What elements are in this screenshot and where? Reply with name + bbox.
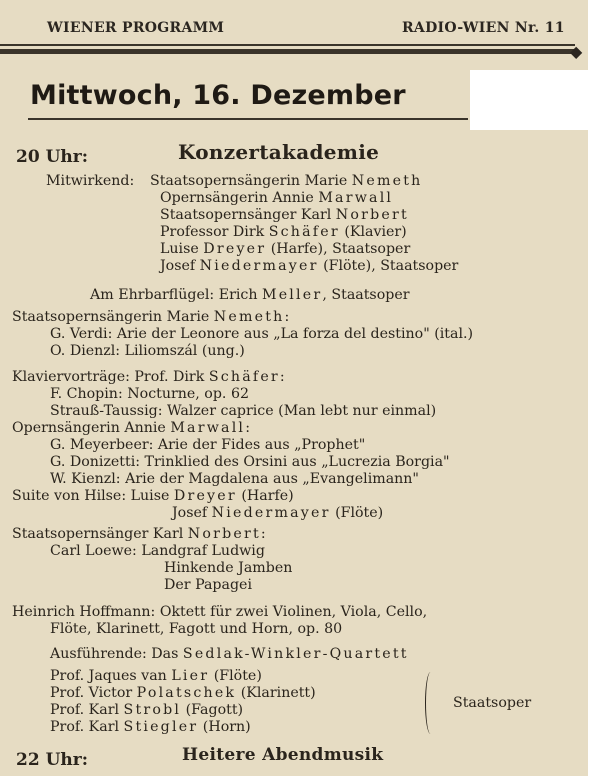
performer-name: Schäfer [268,224,340,240]
program-line [50,471,419,488]
line-pre: O. Dienzl: Liliomszál (ung.) [50,343,245,359]
program-line [172,505,383,522]
line-pre: Der Papagei [164,577,252,593]
line-pre: Prof. Victor [50,685,137,701]
line-post: (Klarinett) [236,685,316,701]
program-line [12,488,294,505]
performer-post: (Flöte), Staatsoper [318,258,459,274]
line-pre: G. Donizetti: Trinklied des Orsini aus „Lucrezia Borgia" [50,454,450,470]
performer-name: Nemeth [351,173,423,189]
brace-bracket [425,672,436,734]
performer-name: Dreyer [203,241,267,257]
performer-line [160,224,407,241]
program-line [12,420,250,437]
line-name: Niedermayer [211,505,331,521]
line-name: Strobl [123,702,182,718]
line-pre: Ausführende: Das [50,646,183,662]
line-post: (Harfe) [236,488,294,504]
performer-post: (Klavier) [339,224,407,240]
line-pre: Suite von Hilse: Luise [12,488,174,504]
staatsoper-label: Staatsoper [453,695,532,711]
line-pre: G. Meyerbeer: Arie der Fides aus „Prophet" [50,437,366,453]
performer-line [160,190,393,207]
program2-title: Heitere Abendmusik [182,745,384,765]
program-line [164,560,292,577]
performer-pre: Staatsopernsänger Karl [160,207,336,223]
line-pre: Prof. Jaques van [50,668,172,684]
program-line [50,454,450,471]
line-pre: Josef [172,505,212,521]
line-pre: Prof. Karl [50,702,124,718]
day-title: Mittwoch, 16. Dezember [30,80,406,111]
program-line [50,668,262,685]
diamond-ornament-icon: ◆ [570,42,583,61]
performer-name: Niedermayer [199,258,319,274]
performer-pre: Luise [160,241,204,257]
program2-time: 22 Uhr: [16,750,88,770]
program-line [50,719,251,736]
line-pre: Opernsängerin Annie [12,420,171,436]
line-post: : [284,309,290,325]
performer-pre: Staatsopernsängerin Marie [150,173,352,189]
program-line [12,309,289,326]
line-name: Norbert [187,526,261,542]
performer-pre: Opernsängerin Annie [160,190,319,206]
program-line [50,326,473,343]
program1-time: 20 Uhr: [16,147,88,167]
line-pre: Prof. Karl [50,719,124,735]
line-post: : [279,369,285,385]
line-name: Marwall [170,420,246,436]
line-pre: G. Verdi: Arie der Leonore aus „La forza del destino" (ital.) [50,326,474,342]
line-post: (Flöte) [330,505,384,521]
program-line [50,646,409,663]
program-line [50,343,245,360]
ehrbar-name: Meller [261,287,323,303]
ehrbar-line [90,287,410,304]
line-pre: Strauß-Taussig: Walzer caprice (Man lebt nur einmal) [50,403,437,419]
line-pre: W. Kienzl: Arie der Magdalena aus „Evangelimann" [50,471,419,487]
line-pre: F. Chopin: Nocturne, op. 62 [50,386,250,402]
header-rule-thin [0,44,575,46]
line-name: Nemeth [213,309,285,325]
performer-name: Norbert [335,207,409,223]
line-name: Stiegler [123,719,199,735]
line-name: Dreyer [173,488,237,504]
line-post: (Flöte) [209,668,262,684]
program-line [50,621,342,638]
line-pre: Staatsopernsänger Karl [12,526,188,542]
line-name: Schäfer [208,369,280,385]
program-line [50,685,316,702]
program-line [12,604,427,621]
line-name: Sedlak-Winkler-Quartett [182,646,409,662]
header-rule-thick [0,49,575,54]
performer-line [160,258,458,275]
performer-line [160,207,409,224]
header-left: WIENER PROGRAMM [47,20,225,36]
header-right: RADIO-WIEN Nr. 11 [402,20,565,36]
program-line [50,437,365,454]
line-name: Lier [171,668,210,684]
line-post: : [260,526,266,542]
performer-name: Marwall [318,190,394,206]
line-pre: Klaviervorträge: Prof. Dirk [12,369,209,385]
line-pre: Hinkende Jamben [164,560,293,576]
program-line [50,543,265,560]
corner-white [470,70,588,130]
mitwirkend-label: Mitwirkend: [46,173,135,189]
performer-line [150,173,423,190]
performer-pre: Professor Dirk [160,224,269,240]
performer-pre: Josef [160,258,200,274]
performer-line [160,241,410,258]
line-name: Polatschek [136,685,237,701]
line-pre: Staatsopernsängerin Marie [12,309,214,325]
line-pre: Heinrich Hoffmann: Oktett für zwei Violinen, Viola, Cello, [12,604,428,620]
program1-title: Konzertakademie [178,140,380,164]
program-line [50,403,436,420]
program-line [164,577,252,594]
program-line [12,526,266,543]
margin-white [588,0,600,776]
performer-post: (Harfe), Staatsoper [266,241,411,257]
day-title-underline [28,118,468,120]
line-pre: Carl Loewe: Landgraf Ludwig [50,543,265,559]
ehrbar-post: , Staatsoper [322,287,410,303]
line-pre: Flöte, Klarinett, Fagott und Horn, op. 80 [50,621,343,637]
program-line [50,702,243,719]
line-post: : [245,420,250,436]
program-line [50,386,249,403]
line-post: (Fagott) [181,702,244,718]
line-post: (Horn) [198,719,251,735]
ehrbar-pre: Am Ehrbarflügel: Erich [90,287,262,303]
program-line [12,369,285,386]
